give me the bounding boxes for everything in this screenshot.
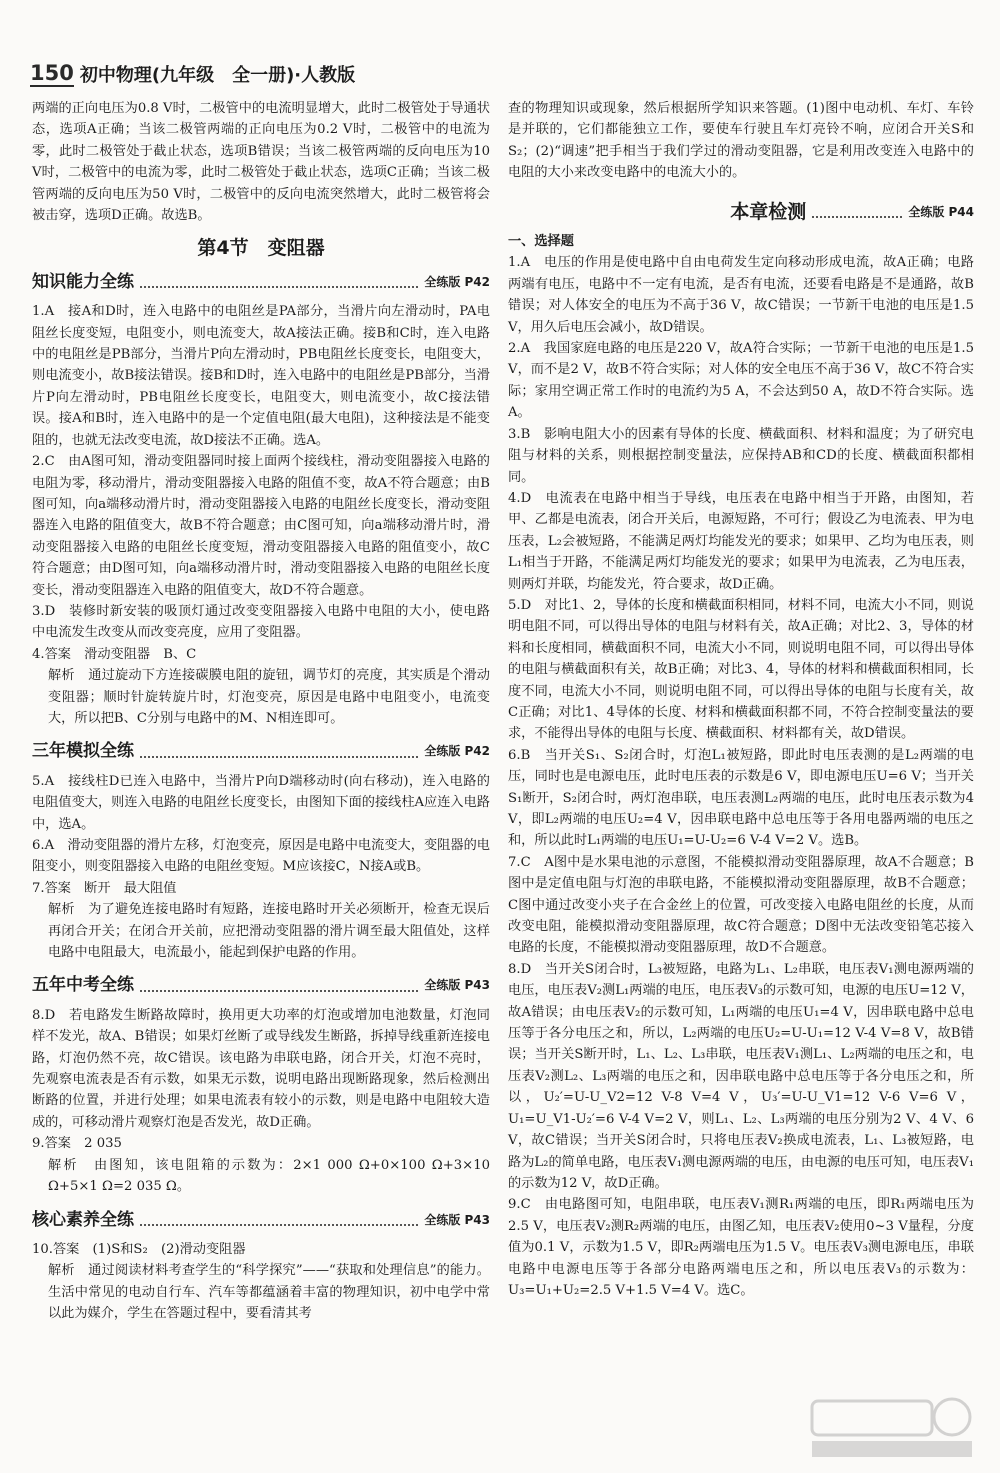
answer-item: 10.答案 (1)S和S₂ (2)滑动变阻器 — [32, 1241, 246, 1257]
answer-item: 6.B 当开关S₁、S₂闭合时，灯泡L₁被短路，即此时电压表测的是L₂两端的电压，同时也是电源电压，此时电压表的示数是6 V，即电源电压U=6 V；当开关S₁断开，S₂闭合时，两灯泡串联，电压表测L₂两端的电压，此时电压表示数为4 V，即L₂两端的电压U₂=4 V，因串联电路中总电压等于各用电器两端的电压之和，所以此时L₁两端的电压U₁=U-U₂=6 V-4 V=2 V。选B。 — [508, 747, 974, 849]
part-title: 一、选择题 — [508, 234, 574, 250]
dotted-leader — [140, 1224, 418, 1226]
book-title: 初中物理(九年级 全一册)·人教版 — [79, 65, 356, 86]
section-title: 知识能力全练 — [32, 271, 134, 292]
right-column — [508, 98, 974, 1301]
answer-explanation: 解析 由图知，该电阻箱的示数为：2×1 000 Ω+0×100 Ω+3×10 Ω+5×1 Ω=2 035 Ω。 — [48, 1157, 490, 1195]
section-title: 核心素养全练 — [32, 1209, 134, 1230]
section-ref: 全练版 P43 — [424, 1212, 490, 1227]
answer-item: 6.A 滑动变阻器的滑片左移，灯泡变亮，原因是电路中电流变大，变阻器的电阻变小，则变阻器接入电路的电阻丝变短。M应该接C，N接A或B。 — [32, 838, 490, 875]
watermark-logo — [802, 1393, 982, 1463]
chapter-test-title: 本章检测 — [730, 200, 807, 223]
section-title: 五年中考全练 — [32, 975, 134, 996]
section-header-core — [32, 1210, 490, 1231]
section-ref: 全练版 P42 — [424, 274, 490, 289]
dotted-leader — [140, 286, 418, 288]
answer-item: 2.A 我国家庭电路的电压是220 V，故A符合实际；一节新干电池的电压是1.5 V，而不是2 V，故B不符合实际；对人体的安全电压不高于36 V，故C不符合实际；家用空调正常工作时的电流约为5 A，不会达到50 A，故D不符合实际。选A。 — [508, 341, 974, 421]
section-title: 三年模拟全练 — [32, 741, 134, 762]
section-ref: 全练版 P43 — [424, 978, 490, 993]
answer-explanation: 解析 通过旋动下方连接碳膜电阻的旋钮，调节灯的亮度，其实质是个滑动变阻器；顺时针旋转旋片时，灯泡变亮，原因是电路中电阻变小，电流变大，所以把B、C分别与电路中的M、N相连即可。 — [48, 668, 490, 726]
chapter-test-header — [508, 202, 974, 223]
answer-item: 5.A 接线柱D已连入电路中，当滑片P向D端移动时(向右移动)，连入电路的电阻值变大，则连入电路的电阻丝长度变长，由图知下面的接线柱A应连入电路中，选A。 — [32, 773, 490, 832]
section-header-knowledge — [32, 272, 490, 293]
answer-item: 1.A 接A和D时，连入电路中的电阻丝是PA部分，当滑片向左滑动时，PA电阻丝长度变短，电阻变小，则电流变大，故A接法正确。接B和C时，连入电路中的电阻丝是PB部分，当滑片P向左滑动时，PB电阻丝长度变长，电阻变大，则电流变小，故B接法错误。接B和D时，连入电路中的电阻丝是PB部分，当滑片P向左滑动时，PB电阻丝长度变长，电阻变大，则电流变小，故C接法错误。接A和B时，连入电路中的是一个定值电阻(最大电阻)，这种接法是不能变阻的，也就无法改变电流，故D接法不正确。选A。 — [32, 304, 490, 448]
dotted-leader — [140, 756, 418, 758]
answer-item: 8.D 当开关S闭合时，L₃被短路，电路为L₁、L₂串联，电压表V₁测电源两端的电压，电压表V₂测L₁两端的电压，电压表V₃的示数可知，电源的电压U=12 V，故A错误；由电压表V₂的示数可知，L₁两端的电压U₁=4 V，因串联电路中总电压等于各分电压之和，所以，L₂两端的电压U₂=U-U₁=12 V-4 V=8 V，故B错误；当开关S断开时，L₁、L₂、L₃串联，电压表V₁测L₁、L₂两端的电压之和，电压表V₂测L₂、L₃两端的电压之和，因串联电路中总电压等于各分电压之和，所以，U₂′=U-U_V2=12 V-8 V=4 V，U₃′=U-U_V1=12 V-6 V=6 V，U₁=U_V1-U₂′=6 V-4 V=2 V，则L₁、L₂、L₃两端的电压分别为2 V、4 V、6 V，故C错误；当开关S闭合时，只将电压表V₂换成电流表，L₁、L₃被短路，电路为L₂的简单电路，电压表V₁测电源两端的电压，由电源的电压可知，电压表V₁的示数为12 V，故D正确。 — [508, 961, 974, 1191]
answer-item: 8.D 若电路发生断路故障时，换用更大功率的灯泡或增加电池数量，灯泡同样不发光，故A、B错误；如果灯丝断了或导线发生断路，拆掉导线重新连接电路，灯泡仍然不亮，故C错误。该电路为串联电路，闭合开关，灯泡不亮时，先观察电流表是否有示数，如果无示数，说明电路出现断路现象，然后检测出断路的位置，并进行处理；如果电流表有较小的示数，则是电路中电阻较大造成的，可移动滑片观察灯泡是否发光，故D正确。 — [32, 1007, 490, 1130]
answer-item: 2.C 由A图可知，滑动变阻器同时接上面两个接线柱，滑动变阻器接入电路的电阻为零，移动滑片，滑动变阻器接入电路的阻值不变，故A不符合题意；由B图可知，向a端移动滑片时，滑动变阻器接入电路的电阻丝长度变长，滑动变阻器连入电路的阻值变大，故B不符合题意；由C图可知，向a端移动滑片时，滑动变阻器接入电路的电阻丝长度变短，滑动变阻器接入电路的阻值变小，故C符合题意；由D图可知，向a端移动滑片时，滑动变阻器接入电路的电阻丝长度变长，滑动变阻器连入电路的阻值变大，故D不符合题意。 — [32, 454, 490, 598]
answer-explanation: 解析 通过阅读材料考查学生的“科学探究”——“获取和处理信息”的能力。生活中常见的电动自行车、汽车等都蕴涵着丰富的物理知识，初中电学中常以此为媒介，学生在答题过程中，要看清其考 — [48, 1263, 490, 1322]
continued-paragraph: 查的物理知识或现象，然后根据所学知识来答题。(1)图中电动机、车灯、车铃是并联的，它们都能独立工作，要使车行驶且车灯亮铃不响，应闭合开关S和S₂；(2)“调速”把手相当于我们学过的滑动变阻器，它是利用改变连入电路中的电阻的大小来改变电路中的电流大小的。 — [508, 101, 974, 181]
page-number: 150 — [30, 61, 74, 85]
answer-item: 5.D 对比1、2，导体的长度和横截面积相同，材料不同，电流大小不同，则说明电阻不同，可以得出导体的电阻与材料有关，故A正确；对比2、3，导体的材料和长度相同，横截面积不同，电流大小不同，则说明电阻不同，可以得出导体的电阻与横截面积有关，故B正确；对比3、4，导体的材料和横截面积相同，长度不同，电流大小不同，则说明电阻不同，可以得出导体的电阻与长度有关，故C正确；对比1、4导体的长度、材料和横截面积都不同，不符合控制变量法的要求，不能得出导体的电阻与长度、横截面积、材料都有关，故D错误。 — [508, 597, 974, 742]
answer-item: 4.答案 滑动变阻器 B、C — [32, 646, 197, 662]
section-header-three-year — [32, 741, 490, 762]
section-ref: 全练版 P42 — [424, 744, 490, 759]
answer-item: 7.C A图中是水果电池的示意图，不能模拟滑动变阻器原理，故A不合题意；B图中是定值电阻与灯泡的串联电路，不能模拟滑动变阻器原理，故B不合题意；C图中通过改变小夹子在合金丝上的位置，可改变接入电路电阻丝的长度，从而改变电阻，能模拟滑动变阻器原理，故C符合题意；D图中无法改变铅笔芯接入电路的长度，不能模拟滑动变阻器原理，故D不合题意。 — [508, 854, 974, 956]
section-header-five-year — [32, 975, 490, 996]
dotted-leader — [140, 990, 418, 992]
answer-explanation: 解析 为了避免连接电路时有短路，连接电路时开关必须断开，检查无误后再闭合开关；在闭合开关前，应把滑动变阻器的滑片调至最大阻值处，这样电路中电阻最大，电流最小，能起到保护电路的作用。 — [48, 902, 490, 961]
left-column — [32, 98, 490, 1325]
dotted-leader — [812, 216, 902, 218]
continued-paragraph: 两端的正向电压为0.8 V时，二极管中的电流明显增大，此时二极管处于导通状态，选项A正确；当该二极管两端的正向电压为0.2 V时，二极管中的电流为零，此时二极管处于截止状态，选项B错误；当该二极管两端的反向电压为10 V时，二极管中的电流为零，此时二极管处于截止状态，选项C正确；当该二极管两端的反向电压为50 V时，二极管中的反向电流突然增大，此时二极管将会被击穿，选项D正确。故选B。 — [32, 101, 490, 224]
answer-item: 9.答案 2 035 — [32, 1136, 122, 1152]
answer-item: 9.C 由电路图可知，电阻串联，电压表V₁测R₁两端的电压，即R₁两端电压为2.5 V，电压表V₂测R₂两端的电压，由图乙知，电压表V₂使用0~3 V量程，分度值为0.1 V，示数为1.5 V，即R₂两端电压为1.5 V。电压表V₃测电源电压，串联电路中电源电压等于各部分电路两端电压之和，所以电压表V₃的示数为：U₃=U₁+U₂=2.5 V+1.5 V=4 V。选C。 — [508, 1197, 974, 1298]
answer-item: 3.B 影响电阻大小的因素有导体的长度、横截面积、材料和温度；为了研究电阻与材料的关系，则根据控制变量法，应保持AB和CD的长度、横截面积都相同。 — [508, 426, 974, 485]
chapter-test-ref: 全练版 P44 — [908, 204, 974, 219]
answer-item: 1.A 电压的作用是使电路中自由电荷发生定向移动形成电流，故A正确；电路两端有电压，电路中不一定有电流，是否有电流，还要看电路是不是通路，故B错误；对人体安全的电压为不高于36 V，故C错误；一节新干电池的电压是1.5 V，用久后电压会减小，故D错误。 — [508, 255, 974, 335]
page-header — [30, 58, 355, 90]
answer-item: 7.答案 断开 最大阻值 — [32, 880, 177, 896]
answer-item: 4.D 电流表在电路中相当于导线，电压表在电路中相当于开路，由图知，若甲、乙都是电流表，闭合开关后，电源短路，不可行；假设乙为电流表、甲为电压表，L₂会被短路，不能满足两灯均能发光的要求；如果甲、乙均为电压表，则L₁相当于开路，不能满足两灯均能发光的要求；如果甲为电流表，乙为电压表，则两灯并联，均能发光，符合要求，故D正确。 — [508, 490, 974, 592]
answer-item: 3.D 装修时新安装的吸顶灯通过改变变阻器接入电路中电阻的大小，使电路中电流发生改变从而改变亮度，应用了变阻器。 — [32, 603, 490, 641]
section-heading: 第4节 变阻器 — [197, 237, 325, 260]
